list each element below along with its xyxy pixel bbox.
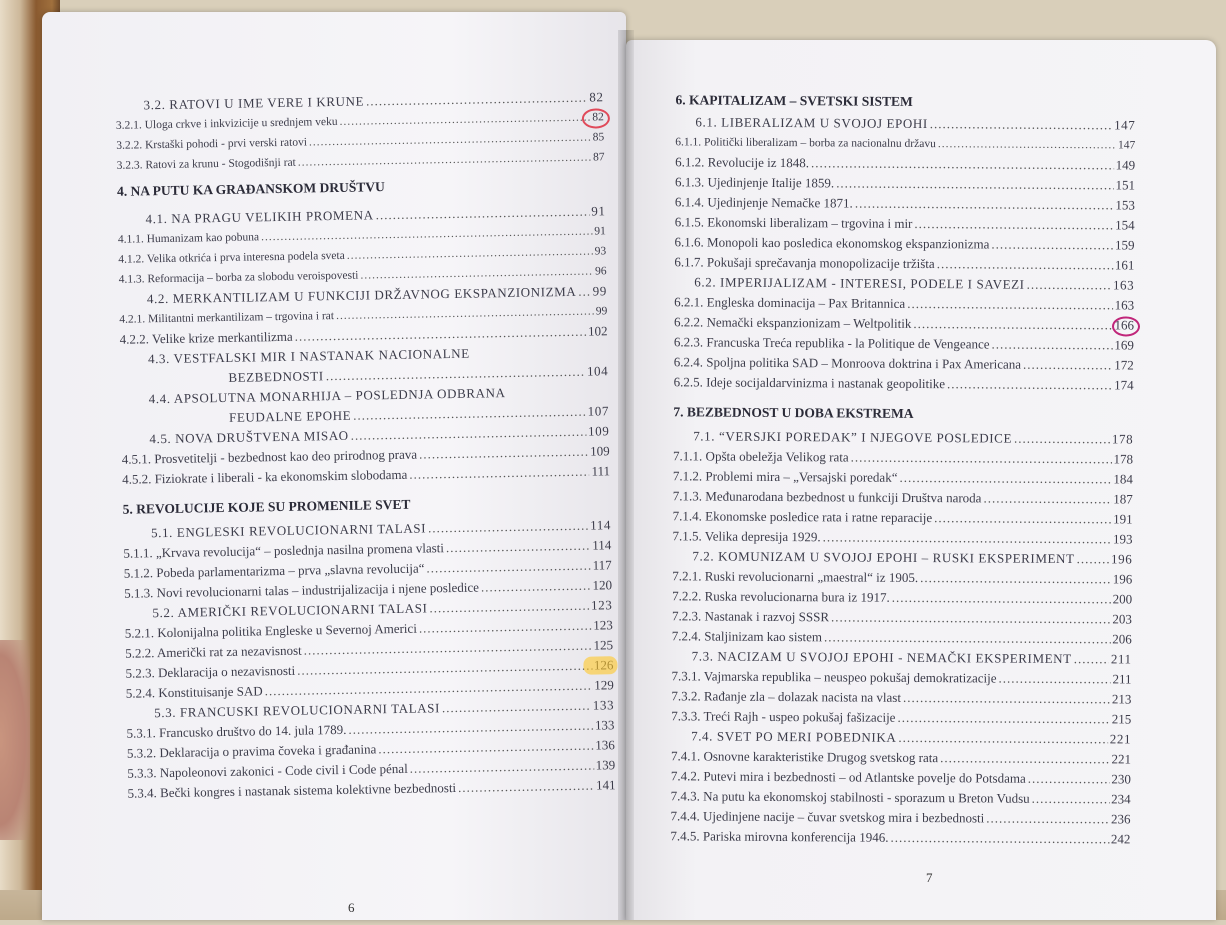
toc-entry-page: 153: [1115, 195, 1135, 215]
toc-entry-number: 6.2.5.: [674, 374, 703, 389]
toc-entry-page: 141: [596, 775, 616, 795]
toc-entry-text: SVET PO MERI POBEDNIKA: [717, 729, 897, 745]
toc-entry-number: 7.4.1.: [671, 748, 700, 763]
toc-entry-number: 7.1.3.: [673, 488, 702, 503]
toc-entry-number: 6.2.1.: [674, 294, 703, 309]
leader-dots: [446, 536, 591, 559]
toc-entry-page: 125: [593, 635, 613, 655]
toc-entry-text: Vajmarska republika – neuspeo pokušaj demokratizacije: [704, 668, 997, 685]
toc-entry-text: Međunarodana bezbednost u funkciji Društva naroda: [705, 489, 981, 506]
toc-entry-text: BEZBEDNOSTI: [228, 368, 324, 385]
leader-dots: [855, 194, 1114, 216]
toc-entry-number: 7.2.2.: [672, 588, 701, 603]
toc-entry-page: 99: [596, 301, 608, 321]
toc-entry-page: 193: [1113, 529, 1133, 549]
toc-entry-title: [671, 746, 938, 768]
toc-entry-title: [675, 152, 809, 173]
toc-entry-text: MERKANTILIZAM U FUNKCIJI DRŽAVNOG EKSPANZIONIZMA: [173, 284, 577, 306]
toc-entry-text: LIBERALIZAM U SVOJOJ EPOHI: [721, 115, 928, 131]
leader-dots: [940, 748, 1109, 769]
toc-entry-number: 4.2.2.: [120, 331, 150, 347]
toc-entry-title: [672, 586, 890, 608]
toc-entry-text: AMERIČKI REVOLUCIONARNI TALASI: [177, 600, 427, 619]
toc-entry-text: Američki rat za nezavisnost: [157, 643, 302, 661]
toc-entry-text: Monopoli kao posledica ekonomskog ekspanzionizma: [707, 235, 989, 252]
toc-entry-page: 104: [587, 361, 609, 381]
toc-entry-title: [675, 212, 913, 234]
toc-entry-number: 6.1.1.: [675, 136, 701, 148]
toc-entry-number: 7.4.2.: [671, 768, 700, 783]
toc-entry-page: 159: [1115, 235, 1135, 255]
toc-entry-page: 82: [592, 107, 604, 127]
toc-entry-number: 6.2.2.: [674, 314, 703, 329]
toc-entry-page: 87: [593, 147, 605, 167]
toc-entry-page: 149: [1116, 155, 1136, 175]
leader-dots: [578, 282, 591, 302]
leader-dots: [890, 828, 1109, 850]
toc-entry-page: 85: [593, 127, 605, 147]
toc-entry-page: 114: [592, 535, 611, 555]
toc-entry-text: Ideje socijaldarvinizma i nastanak geopolitike: [706, 375, 945, 392]
toc-entry-page: 82: [589, 87, 604, 107]
toc-entry-title: [228, 366, 324, 388]
toc-entry-text: Krstaški pohodi - prvi verski ratovi: [145, 136, 307, 151]
toc-entry-number: 6.1.3.: [675, 174, 704, 189]
toc-entry-text: Humanizam kao pobuna: [147, 231, 260, 245]
toc-entry-number: 4.1.2.: [118, 253, 144, 265]
toc-entry-text: “VERSJKI POREDAK” I NJEGOVE POSLEDICE: [719, 429, 1012, 446]
leader-dots: [1028, 769, 1110, 790]
toc-entry-page: 107: [588, 401, 610, 421]
toc-entry-number: 7.4.: [691, 728, 713, 743]
toc-entry-text: Ekonomske posledice rata i ratne reparacije: [705, 509, 932, 526]
toc-entry-number: 7.2.: [692, 548, 714, 563]
toc-entry-page: 154: [1115, 215, 1135, 235]
toc-entry-title: [672, 626, 822, 647]
leader-dots: [458, 776, 594, 798]
yellow-highlighter-mark: [583, 656, 617, 675]
toc-entry-text: Ujedinjene nacije – čuvar svetskog mira i bezbednosti: [703, 808, 984, 825]
leader-dots: [903, 688, 1110, 709]
toc-entry-text: Reformacija – borba za slobodu veroispovesti: [147, 270, 358, 286]
toc-entry-text: Opšta obeležja Velikog rata: [706, 449, 849, 465]
toc-entry-page: 166: [1114, 315, 1134, 335]
leader-dots: [442, 696, 591, 719]
toc-entry-page: 147: [1114, 115, 1135, 135]
toc-entry[interactable]: [670, 826, 1130, 849]
toc-entry-page: 172: [1114, 355, 1134, 375]
leader-dots: [851, 448, 1112, 470]
section-heading: 5. REVOLUCIJE KOJE SU PROMENILE SVET: [123, 497, 411, 518]
leader-dots: [1032, 789, 1110, 810]
toc-entry-number: 4.5.1.: [122, 451, 152, 467]
toc-entry-text: Ruska revolucionarna bura iz 1917.: [705, 589, 890, 605]
toc-entry-title: [671, 686, 901, 708]
toc-entry-title: [673, 486, 982, 508]
toc-entry-text: Pobeda parlamentarizma – prva „slavna revolucija“: [156, 561, 424, 581]
toc-entry-page: 96: [595, 261, 607, 281]
toc-entry-page: 184: [1113, 469, 1133, 489]
leader-dots: [1027, 275, 1111, 296]
leader-dots: [986, 808, 1109, 829]
leader-dots: [938, 134, 1116, 155]
toc-entry-page: 109: [590, 441, 610, 461]
toc-entry-text: NOVA DRUŠTVENA MISAO: [175, 428, 349, 446]
toc-entry-page: 111: [591, 461, 610, 481]
toc-entry-number: 4.1.: [145, 211, 167, 226]
toc-entry-title: [671, 786, 1030, 809]
toc-entry-title: [671, 766, 1026, 788]
toc-entry-number: 7.3.2.: [671, 688, 700, 703]
toc-entry-page: 123: [591, 595, 613, 615]
book-spine: [618, 30, 634, 920]
toc-entry-page: 221: [1110, 729, 1131, 749]
toc-entry-number: 4.4.: [149, 391, 171, 406]
toc-entry-page: 147: [1118, 135, 1135, 155]
toc-entry-number: 3.2.1.: [116, 119, 142, 131]
toc-entry-page: 163: [1113, 275, 1134, 295]
right-page: [626, 40, 1216, 920]
toc-entry-title: [671, 706, 895, 728]
toc-entry-text: Kolonijalna politika Engleske u Severnoj Americi: [157, 621, 417, 641]
left-table-of-contents: [42, 7, 642, 925]
toc-entry-text: VESTFALSKI MIR I NASTANAK NACIONALNE: [173, 346, 469, 366]
toc-entry-text: Ruski revolucionarni „maestral“ iz 1905.: [705, 569, 918, 585]
holding-finger: [0, 640, 30, 840]
toc-entry-page: 133: [595, 715, 615, 735]
leader-dots: [298, 148, 592, 173]
toc-entry-number: 7.1.: [693, 428, 715, 443]
toc-entry-page: 221: [1111, 749, 1131, 769]
toc-entry-title: [674, 352, 1021, 374]
toc-entry-title: [694, 272, 1024, 294]
toc-entry-number: 5.2.3.: [125, 665, 155, 681]
toc-entry-title: [673, 446, 849, 467]
toc-entry-title: [116, 153, 296, 176]
leader-dots: [947, 374, 1112, 395]
toc-entry-text: NACIZAM U SVOJOJ EPOHI - NEMAČKI EKSPERIMENT: [717, 649, 1071, 666]
toc-entry-number: 5.1.1.: [123, 545, 153, 561]
toc-entry-number: 4.2.1.: [119, 313, 145, 325]
toc-entry-title: [675, 172, 834, 193]
toc-entry-title: [670, 826, 888, 848]
toc-entry-page: 236: [1111, 809, 1131, 829]
toc-entry-page: 215: [1112, 709, 1132, 729]
leader-dots: [991, 335, 1112, 356]
toc-entry-number: 4.5.: [149, 431, 171, 446]
toc-entry-title: [675, 192, 853, 213]
toc-entry-page: 136: [595, 735, 615, 755]
toc-entry-text: Putevi mira i bezbednosti – od Atlantske povelje do Potsdama: [703, 768, 1026, 785]
toc-entry-number: 7.2.1.: [672, 568, 701, 583]
toc-entry-text: Spoljna politika SAD – Monroova doktrina i Pax Americana: [706, 355, 1021, 372]
toc-entry-number: 7.1.1.: [673, 448, 702, 463]
toc-entry-number: 6.1.4.: [675, 194, 704, 209]
toc-entry-text: APSOLUTNA MONARHIJA – POSLEDNJA ODBRANA: [174, 385, 506, 406]
toc-entry-page: 151: [1115, 175, 1135, 195]
right-table-of-contents: [620, 38, 1216, 922]
toc-entry-number: 5.3.2.: [127, 745, 157, 761]
leader-dots: [836, 173, 1113, 195]
toc-entry-title: [692, 546, 1074, 569]
toc-entry-number: 3.2.2.: [116, 139, 142, 151]
toc-entry-page: 178: [1114, 449, 1134, 469]
leader-dots: [920, 568, 1111, 589]
toc-entry-text: FRANCUSKI REVOLUCIONARNI TALASI: [180, 700, 440, 720]
toc-entry-number: 6.2.4.: [674, 354, 703, 369]
left-page: [42, 12, 626, 920]
toc-entry-page: 211: [1111, 649, 1132, 669]
toc-entry-number: 7.4.4.: [671, 808, 700, 823]
toc-entry-page: 174: [1114, 375, 1134, 395]
leader-dots: [481, 576, 591, 598]
toc-entry-number: 5.2.4.: [126, 685, 156, 701]
toc-entry-text: Nemački ekspanzionizam – Weltpolitik: [706, 315, 911, 331]
toc-entry-page: 117: [592, 555, 611, 575]
toc-entry-number: 5.3.4.: [127, 785, 157, 801]
toc-entry-number: 6.1.7.: [674, 254, 703, 269]
toc-entry-number: 6.2.: [694, 274, 716, 289]
leader-dots: [831, 607, 1111, 629]
toc-entry-title: [673, 506, 933, 528]
leader-dots: [1077, 549, 1110, 569]
leader-dots: [930, 114, 1112, 135]
toc-entry-page: 91: [594, 221, 606, 241]
toc-entry-number: 7.3.1.: [672, 668, 701, 683]
toc-entry-page: 211: [1112, 669, 1131, 689]
toc-entry-number: 4.2.: [147, 291, 169, 306]
toc-entry-page: 161: [1115, 255, 1135, 275]
toc-entry-title: [118, 227, 259, 249]
toc-entry-number: 7.1.4.: [673, 508, 702, 523]
toc-entry-title: [126, 681, 263, 703]
leader-dots: [913, 314, 1112, 335]
toc-entry-page: 196: [1113, 569, 1133, 589]
toc-entry-page: 191: [1113, 509, 1133, 529]
toc-entry-title: [122, 465, 408, 490]
leader-dots: [983, 488, 1111, 509]
toc-entry-text: Pariska mirovna konferencija 1946.: [703, 828, 889, 844]
toc-entry-number: 3.2.3.: [117, 159, 143, 171]
leader-dots: [937, 254, 1113, 275]
toc-entry-page: 114: [590, 515, 611, 535]
toc-entry-text: Ujedinjenje Italije 1859.: [707, 175, 834, 191]
toc-entry-number: 7.3.3.: [671, 708, 700, 723]
toc-entry-text: Ujedinjenje Nemačke 1871.: [707, 195, 853, 211]
toc-entry-title: [691, 726, 896, 747]
toc-entry-title: [674, 252, 934, 274]
toc-entry-page: 139: [596, 755, 616, 775]
toc-entry-title: [674, 332, 990, 354]
toc-entry-text: Francuska Treća republika - la Politique de Vengeance: [706, 335, 989, 352]
section-heading: 7. BEZBEDNOST U DOBA EKSTREMA: [673, 404, 913, 422]
toc-entry-text: Fiziokrate i liberali - ka ekonomskim slobodama: [154, 467, 407, 486]
toc-entry-number: 5.3.: [154, 705, 176, 720]
toc-entry-text: Treći Rajh - uspeo pokušaj fašizacije: [703, 708, 895, 724]
toc-entry-number: 7.1.5.: [672, 528, 701, 543]
toc-entry-title: [671, 806, 985, 828]
toc-entry-number: 5.1.2.: [124, 565, 154, 581]
toc-entry-number: 5.3.1.: [126, 725, 156, 741]
toc-entry-title: [672, 606, 829, 627]
toc-entry-page: 200: [1113, 589, 1133, 609]
toc-entry-number: 7.1.2.: [673, 468, 702, 483]
toc-entry-text: Militantni merkantilizam – trgovina i rat: [148, 310, 334, 325]
toc-entry-number: 4.3.: [148, 351, 170, 366]
leader-dots: [999, 669, 1111, 690]
toc-entry-title: [229, 406, 351, 428]
toc-entry-text: Deklaracija o nezavisnosti: [158, 663, 295, 680]
toc-entry-text: Novi revolucionarni talas – industrijalizacija i njene posledice: [156, 580, 479, 601]
toc-entry-number: 3.2.: [143, 97, 165, 112]
toc-entry-number: 5.2.: [152, 605, 174, 620]
toc-entry-text: Engleska dominacija – Pax Britannica: [707, 295, 906, 311]
toc-entry-number: 7.3.: [692, 648, 714, 663]
toc-entry-title: [671, 666, 996, 688]
toc-entry-text: Velika depresija 1929.: [705, 529, 821, 545]
toc-entry-number: 7.2.4.: [672, 628, 701, 643]
toc-entry-text: Pokušaji sprečavanja monopolizacije tržišta: [707, 255, 935, 272]
toc-entry-title: [674, 312, 911, 334]
magenta-pen-circle-mark: [1112, 316, 1140, 336]
leader-dots: [1023, 355, 1112, 376]
toc-entry-number: 4.1.1.: [118, 233, 144, 245]
toc-entry-page: 178: [1112, 429, 1133, 449]
toc-entry-number: 5.3.3.: [127, 765, 157, 781]
toc-entry-text: „Krvava revolucija“ – poslednja nasilna promena vlasti: [156, 540, 444, 560]
toc-entry-text: Revolucije iz 1848.: [708, 155, 810, 171]
toc-entry-text: Francusko društvo do 14. jula 1789.: [159, 722, 347, 740]
toc-entry-title: [675, 132, 936, 154]
toc-entry-page: 93: [595, 241, 607, 261]
toc-entry-number: 5.2.1.: [125, 625, 155, 641]
toc-entry-text: Velika otkrića i prva interesna podela sveta: [147, 250, 345, 265]
toc-entry-page: 123: [593, 615, 613, 635]
toc-entry-text: Staljinizam kao sistem: [704, 629, 822, 645]
toc-entry-page: 196: [1111, 549, 1132, 569]
toc-entry-number: 7.4.3.: [671, 788, 700, 803]
leader-dots: [1074, 649, 1109, 669]
toc-entry-text: KOMUNIZAM U SVOJOJ EPOHI – RUSKI EKSPERIMENT: [718, 549, 1075, 566]
toc-entry-text: FEUDALNE EPOHE: [229, 408, 351, 425]
toc-entry-title: [674, 292, 905, 314]
toc-entry-page: 203: [1112, 609, 1132, 629]
red-pen-circle-mark: [582, 108, 610, 128]
toc-entry-number: 6.1.6.: [675, 234, 704, 249]
toc-entry-text: Osnovne karakteristike Drugog svetskog rata: [703, 748, 938, 765]
toc-entry-page: 120: [592, 575, 612, 595]
toc-entry-text: Na putu ka ekonomskoj stabilnosti - sporazum u Breton Vudsu: [703, 788, 1030, 805]
toc-entry-title: [693, 426, 1012, 448]
toc-entry-number: 7.2.3.: [672, 608, 701, 623]
section-heading: 6. KAPITALIZAM – SVETSKI SISTEM: [676, 92, 913, 110]
leader-dots: [897, 708, 1109, 729]
toc-entry-text: Velike krize merkantilizma: [152, 329, 293, 346]
leader-dots: [823, 527, 1111, 549]
toc-entry-page: 133: [593, 695, 615, 715]
right-page-number: 7: [926, 870, 933, 886]
toc-entry-page: 169: [1114, 335, 1134, 355]
leader-dots: [1014, 429, 1110, 450]
toc-entry-page: 99: [593, 281, 608, 301]
toc-entry-text: Konstituisanje SAD: [158, 683, 263, 700]
toc-entry-page: 91: [591, 201, 606, 221]
toc-entry-page: 163: [1115, 295, 1135, 315]
toc-entry-text: RATOVI U IME VERE I KRUNE: [169, 93, 364, 111]
toc-entry-text: Nastanak i razvoj SSSR: [704, 609, 829, 625]
toc-entry-text: Deklaracija o pravima čoveka i građanina: [159, 741, 376, 760]
leader-dots: [892, 588, 1111, 610]
leader-dots: [907, 294, 1113, 315]
leader-dots: [991, 234, 1113, 255]
toc-entry-page: 234: [1111, 789, 1131, 809]
toc-entry-page: 102: [588, 321, 608, 341]
left-page-number: 6: [348, 900, 355, 916]
leader-dots: [429, 596, 589, 619]
toc-entry-text: Rađanje zla – dolazak nacista na vlast: [704, 689, 901, 705]
toc-entry-number: 6.1.: [695, 114, 717, 129]
toc-entry-page: 242: [1111, 829, 1131, 849]
toc-entry-page: 213: [1112, 689, 1132, 709]
toc-entry-text: Problemi mira – „Versajski poredak“: [705, 469, 897, 485]
leader-dots: [811, 153, 1114, 175]
toc-entry-number: 5.2.2.: [125, 645, 155, 661]
toc-entry-page: 230: [1111, 769, 1131, 789]
toc-entry-number: 5.1.: [151, 525, 173, 540]
toc-entry-number: 6.1.2.: [675, 154, 704, 169]
toc-entry-number: 6.2.3.: [674, 334, 703, 349]
leader-dots: [428, 516, 588, 539]
toc-entry-title: [673, 466, 898, 488]
leader-dots: [934, 508, 1111, 529]
leader-dots: [914, 214, 1113, 235]
toc-entry-page: 187: [1113, 489, 1133, 509]
leader-dots: [824, 627, 1110, 649]
toc-entry-title: [672, 566, 918, 588]
toc-entry-number: 6.1.5.: [675, 214, 704, 229]
toc-entry-number: 4.5.2.: [122, 471, 152, 487]
toc-entry-page: 109: [588, 421, 610, 441]
toc-entry-title: [692, 646, 1072, 669]
toc-entry-text: Napoleonovi zakonici - Code civil i Code pénal: [160, 761, 408, 780]
toc-entry[interactable]: [674, 372, 1134, 395]
toc-entry-text: Uloga crkve i inkvizicije u srednjem veku: [145, 116, 338, 131]
leader-dots: [898, 728, 1108, 749]
toc-entry-text: Ratovi za krunu - Stogodišnji rat: [145, 157, 296, 172]
toc-entry-number: 4.1.3.: [119, 273, 145, 285]
toc-entry-page: 129: [594, 675, 614, 695]
toc-entry-page: 206: [1112, 629, 1132, 649]
toc-entry-title: [672, 526, 820, 547]
toc-entry-text: ENGLESKI REVOLUCIONARNI TALASI: [177, 520, 426, 539]
section-heading: 4. NA PUTU KA GRAĐANSKOM DRUŠTVU: [117, 179, 385, 200]
leader-dots: [409, 462, 590, 485]
toc-entry-text: IMPERIJALIZAM - INTERESI, PODELE I SAVEZI: [720, 275, 1025, 292]
toc-entry-text: Politički liberalizam – borba za nacionalnu državu: [704, 136, 936, 150]
toc-entry-title: [675, 232, 990, 254]
toc-entry-text: Ekonomski liberalizam – trgovina i mir: [707, 215, 912, 231]
toc-entry-number: 5.1.3.: [124, 585, 154, 601]
toc-entry-title: [695, 112, 928, 134]
leader-dots: [899, 468, 1111, 489]
toc-entry-title: [674, 372, 946, 394]
toc-entry-number: 7.4.5.: [670, 828, 699, 843]
toc-entry-text: Prosvetitelji - bezbednost kao deo prirodnog prava: [154, 447, 417, 467]
toc-entry-text: NA PRAGU VELIKIH PROMENA: [171, 207, 374, 226]
toc-entry-text: Bečki kongres i nastanak sistema kolektivne bezbednosti: [160, 780, 456, 800]
